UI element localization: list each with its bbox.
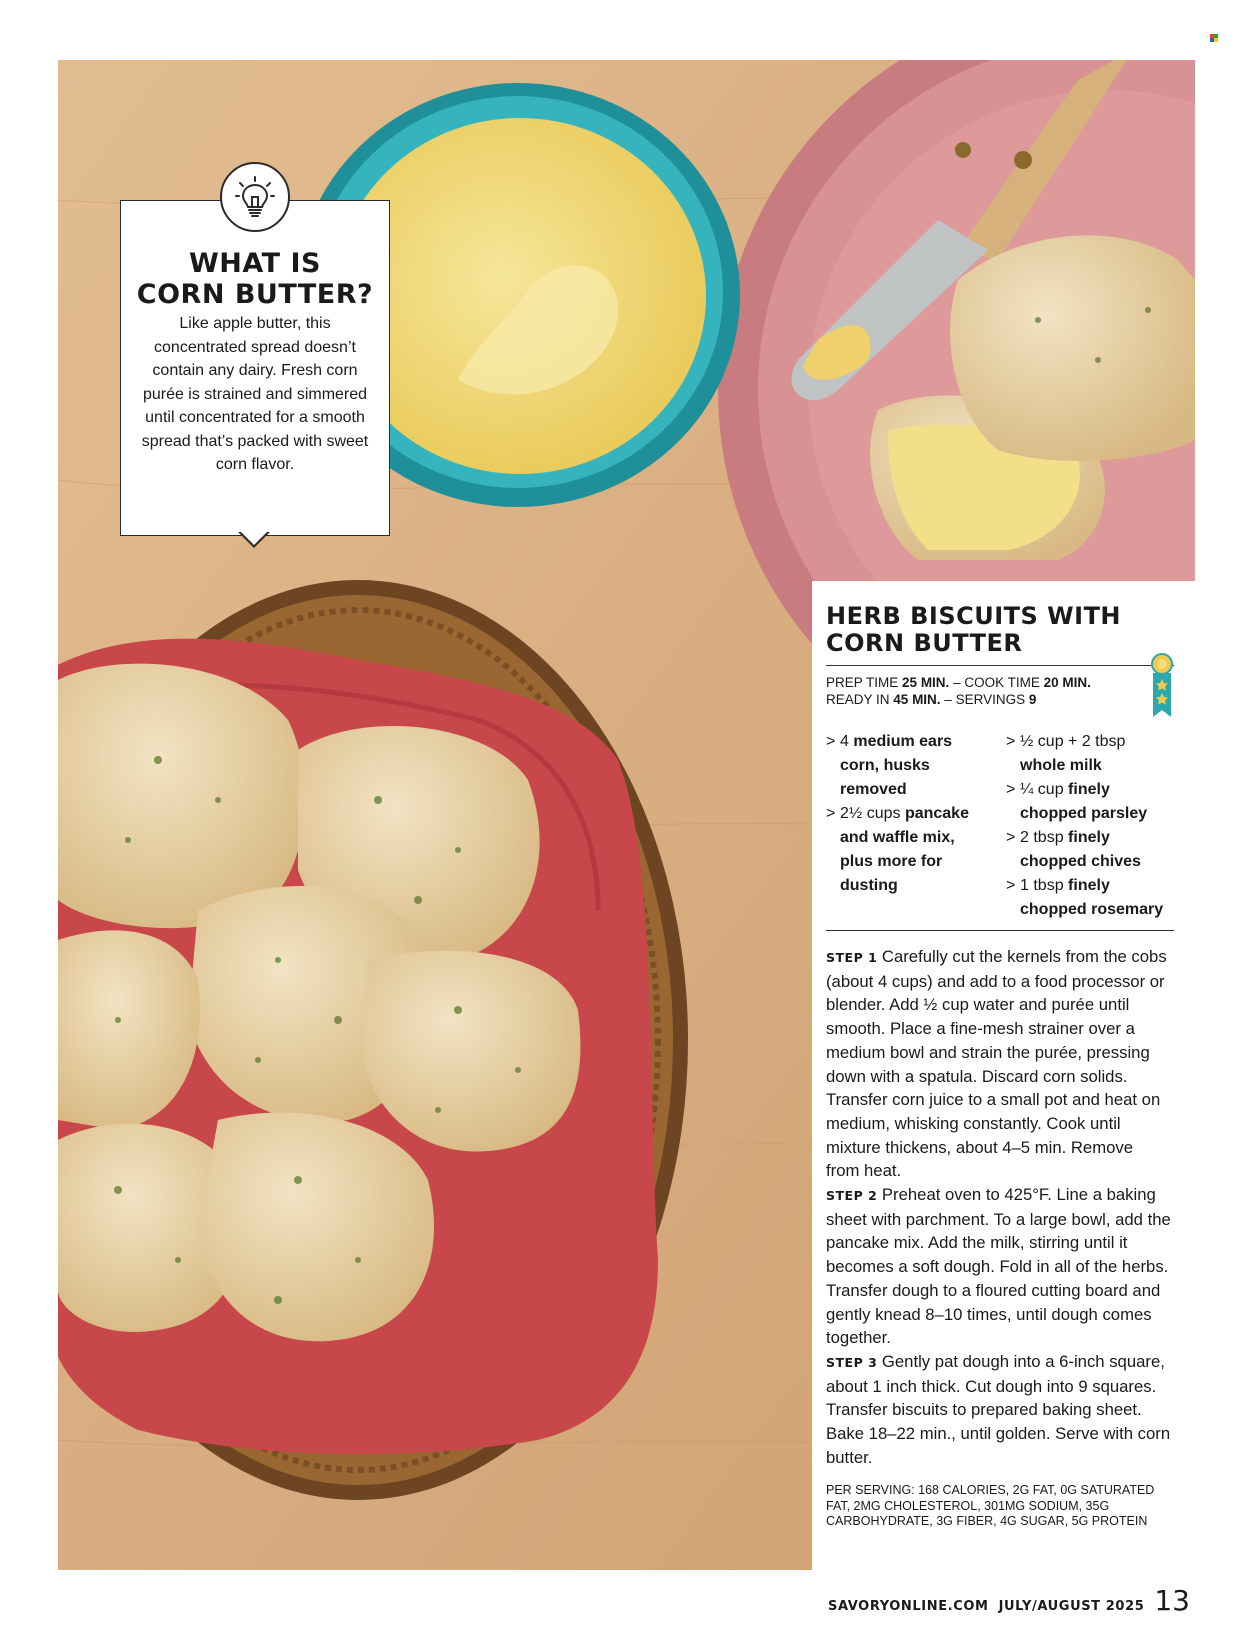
ingredient-list bbox=[826, 730, 1181, 922]
ingredient-column-right bbox=[1006, 730, 1172, 922]
divider bbox=[826, 665, 1174, 666]
page-number: 13 bbox=[1154, 1584, 1190, 1617]
registration-mark-icon bbox=[1210, 34, 1218, 42]
site-url: SAVORYONLINE.COM bbox=[828, 1599, 989, 1614]
issue-date: JULY/AUGUST 2025 bbox=[998, 1599, 1145, 1614]
ingredient-item: > 2½ cups pancake and waffle mix, plus more for dusting bbox=[826, 805, 969, 894]
ingredient-item: > 4 medium ears corn, husks removed bbox=[826, 733, 953, 798]
recipe-times: PREP TIME 25 MIN. – COOK TIME 20 MIN. READY IN 45 MIN. – SERVINGS 9 bbox=[826, 675, 1091, 707]
step-3: STEP 3 Gently pat dough into a 6-inch square, about 1 inch thick. Cut dough into 9 squares. Transfer biscuits to prepared baking sheet. Bake 18–22 min., until golden. Serve with corn butter. bbox=[826, 1351, 1171, 1467]
ingredient-column-left bbox=[826, 730, 992, 922]
nutrition-info: PER SERVING: 168 CALORIES, 2G FAT, 0G SATURATED FAT, 2MG CHOLESTEROL, 301MG SODIUM, 35G CARBOHYDRATE, 3G FIBER, 4G SUGAR, 5G PROTEIN bbox=[826, 1483, 1155, 1529]
callout-body: Like apple butter, this concentrated spread doesn’t contain any dairy. Fresh corn purée is strained and simmered until concentrated for a smooth spread that’s packed with sweet corn flavor. bbox=[141, 315, 369, 473]
ingredient-item: > 1 tbsp finely chopped rosemary bbox=[1006, 877, 1164, 918]
recipe-card bbox=[812, 581, 1195, 1570]
lightbulb-icon bbox=[220, 162, 290, 232]
award-ribbon-icon bbox=[1149, 653, 1175, 724]
divider bbox=[826, 930, 1174, 931]
recipe-steps bbox=[826, 945, 1181, 1469]
callout-title: WHAT IS CORN BUTTER? bbox=[136, 248, 374, 310]
ingredient-item: > 2 tbsp finely chopped chives bbox=[1006, 829, 1141, 870]
step-1: STEP 1 Carefully cut the kernels from the cobs (about 4 cups) and add to a food processor or blender. Add ½ cup water and purée until smooth. Place a fine-mesh strainer over a medium bowl and strain the purée, pressing down with a spatula. Discard corn solids. Transfer corn juice to a small pot and heat on medium, whisking constantly. Cook until mixture thickens, about 4–5 min. Remove from heat. bbox=[826, 947, 1167, 1181]
page-footer bbox=[828, 1584, 1190, 1617]
recipe-title: HERB BISCUITS WITH CORN BUTTER bbox=[826, 602, 1122, 657]
step-2: STEP 2 Preheat oven to 425°F. Line a baking sheet with parchment. To a large bowl, add the pancake mix. Add the milk, stirring until it becomes a soft dough. Fold in all of the herbs. Transfer dough to a floured cutting board and gently knead 8–10 times, until dough comes together. bbox=[826, 1185, 1171, 1348]
ingredient-item: > ½ cup + 2 tbsp whole milk bbox=[1006, 733, 1126, 774]
ingredient-item: > ¼ cup finely chopped parsley bbox=[1006, 781, 1148, 822]
